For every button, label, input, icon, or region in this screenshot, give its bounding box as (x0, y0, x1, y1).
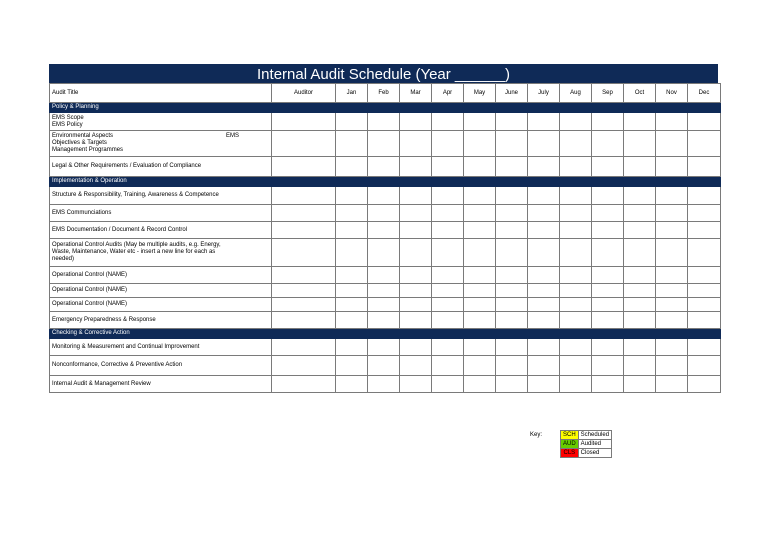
month-cell[interactable] (400, 222, 432, 239)
month-cell[interactable] (560, 131, 592, 157)
month-cell[interactable] (528, 356, 560, 376)
month-cell[interactable] (336, 187, 368, 205)
audit-title-cell (50, 267, 272, 284)
audit-title-line: EMS Communciations (52, 209, 112, 216)
audit-title-cell (50, 376, 272, 393)
month-cell[interactable] (464, 312, 496, 329)
month-cell[interactable] (496, 339, 528, 356)
table-row (50, 239, 721, 267)
key-row (561, 431, 612, 440)
table-row (50, 312, 721, 329)
month-cell[interactable] (464, 239, 496, 267)
month-cell[interactable] (464, 205, 496, 222)
month-cell[interactable] (624, 376, 656, 393)
month-cell[interactable] (464, 298, 496, 312)
month-cell[interactable] (656, 267, 688, 284)
month-cell[interactable] (656, 205, 688, 222)
month-cell[interactable] (528, 187, 560, 205)
month-cell[interactable] (336, 239, 368, 267)
month-cell[interactable] (368, 239, 400, 267)
table-row (50, 205, 721, 222)
month-cell[interactable] (432, 222, 464, 239)
month-cell[interactable] (560, 339, 592, 356)
month-cell[interactable] (592, 356, 624, 376)
auditor-cell[interactable] (272, 239, 336, 267)
month-cell[interactable] (624, 222, 656, 239)
month-cell[interactable] (688, 131, 721, 157)
audit-title-cell (50, 131, 272, 157)
month-cell[interactable] (496, 222, 528, 239)
month-cell[interactable] (624, 187, 656, 205)
month-cell[interactable] (656, 339, 688, 356)
table-row (50, 376, 721, 393)
month-cell[interactable] (400, 157, 432, 177)
month-cell[interactable] (368, 339, 400, 356)
month-cell[interactable] (432, 356, 464, 376)
month-cell[interactable] (400, 267, 432, 284)
audit-title-cell (50, 339, 272, 356)
auditor-cell[interactable] (272, 376, 336, 393)
month-cell[interactable] (688, 222, 721, 239)
month-cell[interactable] (368, 131, 400, 157)
month-cell[interactable] (656, 356, 688, 376)
month-cell[interactable] (432, 113, 464, 131)
month-cell[interactable] (464, 339, 496, 356)
month-cell[interactable] (560, 298, 592, 312)
audit-title-cell (50, 298, 272, 312)
month-cell[interactable] (336, 284, 368, 298)
month-cell[interactable] (688, 312, 721, 329)
month-cell[interactable] (464, 131, 496, 157)
month-cell[interactable] (368, 298, 400, 312)
month-cell[interactable] (368, 312, 400, 329)
month-cell[interactable] (432, 284, 464, 298)
audit-title-cell (50, 356, 272, 376)
audit-title-line: Operational Control (NAME) (52, 287, 128, 293)
month-cell[interactable] (528, 239, 560, 267)
month-cell[interactable] (496, 131, 528, 157)
month-cell[interactable] (624, 339, 656, 356)
month-cell[interactable] (656, 284, 688, 298)
month-cell[interactable] (432, 205, 464, 222)
audit-title-line: Operational Control (NAME) (52, 301, 128, 307)
month-cell[interactable] (624, 131, 656, 157)
month-cell[interactable] (368, 267, 400, 284)
month-cell[interactable] (368, 376, 400, 393)
month-cell[interactable] (592, 339, 624, 356)
key-row (561, 440, 612, 449)
section-title: Implementation & Operation (50, 177, 721, 187)
month-cell[interactable] (336, 222, 368, 239)
month-cell[interactable] (528, 284, 560, 298)
month-cell[interactable] (496, 312, 528, 329)
month-cell[interactable] (624, 239, 656, 267)
month-cell[interactable] (560, 113, 592, 131)
auditor-cell[interactable] (272, 284, 336, 298)
month-cell[interactable] (496, 239, 528, 267)
section-title: Policy & Planning (50, 103, 721, 113)
audit-title-line: Structure & Responsibility, Training, Awareness & Competence (52, 192, 219, 198)
month-cell[interactable] (624, 312, 656, 329)
month-cell[interactable] (464, 222, 496, 239)
audit-title-line: Nonconformance, Corrective & Preventive Action (52, 362, 183, 368)
month-cell[interactable] (688, 239, 721, 267)
month-cell[interactable] (336, 205, 368, 222)
month-cell[interactable] (368, 157, 400, 177)
month-cell[interactable] (592, 157, 624, 177)
audit-title-cell (50, 284, 272, 298)
audit-title-cell (50, 205, 272, 222)
month-cell[interactable] (368, 187, 400, 205)
month-cell[interactable] (560, 222, 592, 239)
table-row (50, 187, 721, 205)
month-cell[interactable] (400, 284, 432, 298)
month-cell[interactable] (592, 267, 624, 284)
audit-title-line: Waste, Maintenance, Water etc - insert a new line for each as (52, 249, 216, 255)
month-cell[interactable] (656, 312, 688, 329)
audit-title-line: Legal & Other Requirements / Evaluation of Compliance (52, 163, 202, 169)
audit-title-line-group (52, 133, 269, 140)
month-cell[interactable] (528, 131, 560, 157)
month-cell[interactable] (624, 157, 656, 177)
month-cell[interactable] (560, 187, 592, 205)
month-cell[interactable] (592, 312, 624, 329)
month-cell[interactable] (336, 339, 368, 356)
auditor-cell[interactable] (272, 131, 336, 157)
audit-schedule-table (49, 83, 721, 393)
month-cell[interactable] (336, 376, 368, 393)
month-cell[interactable] (400, 376, 432, 393)
month-cell[interactable] (592, 113, 624, 131)
month-header: Dec (688, 84, 721, 103)
month-cell[interactable] (656, 157, 688, 177)
month-cell[interactable] (400, 131, 432, 157)
month-cell[interactable] (336, 298, 368, 312)
month-cell[interactable] (656, 376, 688, 393)
month-cell[interactable] (688, 284, 721, 298)
month-cell[interactable] (592, 376, 624, 393)
month-cell[interactable] (496, 187, 528, 205)
month-header: Sep (592, 84, 624, 103)
month-cell[interactable] (624, 356, 656, 376)
month-cell[interactable] (400, 187, 432, 205)
month-cell[interactable] (464, 376, 496, 393)
month-cell[interactable] (432, 187, 464, 205)
audit-title-line: Objectives & Targets (52, 140, 107, 146)
month-cell[interactable] (368, 356, 400, 376)
month-cell[interactable] (464, 187, 496, 205)
auditor-cell[interactable] (272, 298, 336, 312)
month-cell[interactable] (368, 205, 400, 222)
key-swatch-scheduled: SCH (561, 431, 579, 440)
key-label: Key: (530, 432, 543, 438)
month-cell[interactable] (432, 376, 464, 393)
month-cell[interactable] (624, 284, 656, 298)
auditor-cell[interactable] (272, 339, 336, 356)
month-cell[interactable] (336, 356, 368, 376)
table-row (50, 298, 721, 312)
month-cell[interactable] (592, 205, 624, 222)
month-cell[interactable] (496, 113, 528, 131)
month-cell[interactable] (528, 205, 560, 222)
month-cell[interactable] (336, 267, 368, 284)
month-cell[interactable] (528, 298, 560, 312)
audit-title-line: Monitoring & Measurement and Continual Improvement (52, 343, 200, 350)
month-cell[interactable] (400, 239, 432, 267)
month-cell[interactable] (656, 222, 688, 239)
month-cell[interactable] (496, 267, 528, 284)
month-cell[interactable] (464, 284, 496, 298)
month-cell[interactable] (432, 239, 464, 267)
month-cell[interactable] (624, 298, 656, 312)
month-cell[interactable] (528, 267, 560, 284)
month-cell[interactable] (496, 376, 528, 393)
audit-title-cell (50, 312, 272, 329)
month-header: Apr (432, 84, 464, 103)
table-row (50, 113, 721, 131)
month-cell[interactable] (400, 356, 432, 376)
month-cell[interactable] (560, 239, 592, 267)
month-header: July (528, 84, 560, 103)
month-cell[interactable] (528, 339, 560, 356)
month-cell[interactable] (336, 131, 368, 157)
month-cell[interactable] (528, 312, 560, 329)
month-cell[interactable] (688, 187, 721, 205)
header-row (50, 84, 721, 103)
month-cell[interactable] (496, 356, 528, 376)
month-cell[interactable] (336, 157, 368, 177)
section-title: Checking & Corrective Action (50, 329, 721, 339)
month-header: Oct (624, 84, 656, 103)
month-header: Nov (656, 84, 688, 103)
month-cell[interactable] (432, 339, 464, 356)
month-cell[interactable] (528, 157, 560, 177)
month-cell[interactable] (624, 267, 656, 284)
audit-title-cell (50, 187, 272, 205)
month-cell[interactable] (400, 339, 432, 356)
month-cell[interactable] (592, 284, 624, 298)
auditor-cell[interactable] (272, 312, 336, 329)
key-row (561, 449, 612, 458)
month-cell[interactable] (688, 267, 721, 284)
audit-title-line: Operational Control (NAME) (52, 271, 128, 278)
audit-title-line: Environmental Aspects (52, 133, 114, 139)
section-row (50, 177, 721, 187)
month-cell[interactable] (528, 113, 560, 131)
month-cell[interactable] (400, 113, 432, 131)
month-cell[interactable] (528, 222, 560, 239)
month-cell[interactable] (592, 298, 624, 312)
table-row (50, 339, 721, 356)
month-cell[interactable] (496, 205, 528, 222)
key-swatch-closed: CLS (561, 449, 579, 458)
month-header: June (496, 84, 528, 103)
month-cell[interactable] (624, 205, 656, 222)
table-row (50, 222, 721, 239)
month-cell[interactable] (560, 267, 592, 284)
key-label-scheduled: Scheduled (578, 431, 611, 440)
month-header: Mar (400, 84, 432, 103)
month-cell[interactable] (368, 113, 400, 131)
audit-title-line: EMS Documentation / Document & Record Control (52, 226, 188, 233)
table-row (50, 157, 721, 177)
month-header: May (464, 84, 496, 103)
auditor-cell[interactable] (272, 267, 336, 284)
month-cell[interactable] (592, 222, 624, 239)
month-cell[interactable] (688, 205, 721, 222)
month-cell[interactable] (464, 113, 496, 131)
month-cell[interactable] (560, 205, 592, 222)
auditor-header: Auditor (272, 84, 336, 103)
section-row (50, 103, 721, 113)
auditor-cell[interactable] (272, 205, 336, 222)
audit-title-tag: EMS (225, 133, 239, 139)
month-cell[interactable] (560, 312, 592, 329)
key-label-audited: Audited (578, 440, 611, 449)
month-cell[interactable] (336, 113, 368, 131)
month-cell[interactable] (592, 239, 624, 267)
month-cell[interactable] (368, 222, 400, 239)
month-cell[interactable] (688, 376, 721, 393)
key-swatch-audited: AUD (561, 440, 579, 449)
month-cell[interactable] (400, 312, 432, 329)
month-cell[interactable] (592, 131, 624, 157)
month-cell[interactable] (560, 376, 592, 393)
table-row (50, 284, 721, 298)
month-cell[interactable] (688, 339, 721, 356)
month-cell[interactable] (432, 298, 464, 312)
auditor-cell[interactable] (272, 222, 336, 239)
audit-title-line: EMS Scope (52, 114, 84, 121)
audit-title-line: EMS Policy (52, 121, 83, 128)
key-label-closed: Closed (578, 449, 611, 458)
month-cell[interactable] (656, 131, 688, 157)
auditor-cell[interactable] (272, 356, 336, 376)
month-cell[interactable] (528, 376, 560, 393)
month-cell[interactable] (432, 131, 464, 157)
audit-title-line: Management Programmes (52, 147, 124, 153)
month-cell[interactable] (496, 298, 528, 312)
month-cell[interactable] (656, 113, 688, 131)
audit-title-cell (50, 239, 272, 267)
section-row (50, 329, 721, 339)
audit-schedule-sheet (49, 64, 718, 393)
audit-title-line: Emergency Preparedness & Response (52, 316, 156, 323)
month-cell[interactable] (336, 312, 368, 329)
table-row (50, 267, 721, 284)
month-cell[interactable] (560, 284, 592, 298)
month-cell[interactable] (400, 298, 432, 312)
month-cell[interactable] (688, 356, 721, 376)
month-cell[interactable] (432, 312, 464, 329)
month-cell[interactable] (400, 205, 432, 222)
audit-title-line: needed) (52, 256, 75, 262)
month-header: Aug (560, 84, 592, 103)
month-cell[interactable] (496, 284, 528, 298)
month-cell[interactable] (624, 113, 656, 131)
month-cell[interactable] (688, 113, 721, 131)
audit-title-header: Audit Title (50, 84, 272, 103)
month-cell[interactable] (464, 356, 496, 376)
audit-title-cell (50, 113, 272, 131)
month-cell[interactable] (496, 157, 528, 177)
audit-title-line: Internal Audit & Management Review (52, 380, 151, 387)
page-title: Internal Audit Schedule (Year ______) (49, 64, 718, 83)
month-cell[interactable] (432, 157, 464, 177)
month-cell[interactable] (656, 239, 688, 267)
month-cell[interactable] (688, 157, 721, 177)
month-cell[interactable] (688, 298, 721, 312)
auditor-cell[interactable] (272, 157, 336, 177)
month-cell[interactable] (464, 267, 496, 284)
month-cell[interactable] (560, 356, 592, 376)
table-row (50, 356, 721, 376)
table-body (50, 84, 721, 393)
auditor-cell[interactable] (272, 187, 336, 205)
month-cell[interactable] (656, 187, 688, 205)
month-cell[interactable] (592, 187, 624, 205)
month-header: Feb (368, 84, 400, 103)
table-row (50, 131, 721, 157)
audit-title-cell (50, 157, 272, 177)
auditor-cell[interactable] (272, 113, 336, 131)
month-header: Jan (336, 84, 368, 103)
month-cell[interactable] (432, 267, 464, 284)
key-table (560, 430, 612, 458)
month-cell[interactable] (560, 157, 592, 177)
audit-title-cell (50, 222, 272, 239)
month-cell[interactable] (464, 157, 496, 177)
month-cell[interactable] (656, 298, 688, 312)
audit-title-line: Operational Control Audits (May be multiple audits, e.g. Energy, (52, 242, 221, 248)
month-cell[interactable] (368, 284, 400, 298)
